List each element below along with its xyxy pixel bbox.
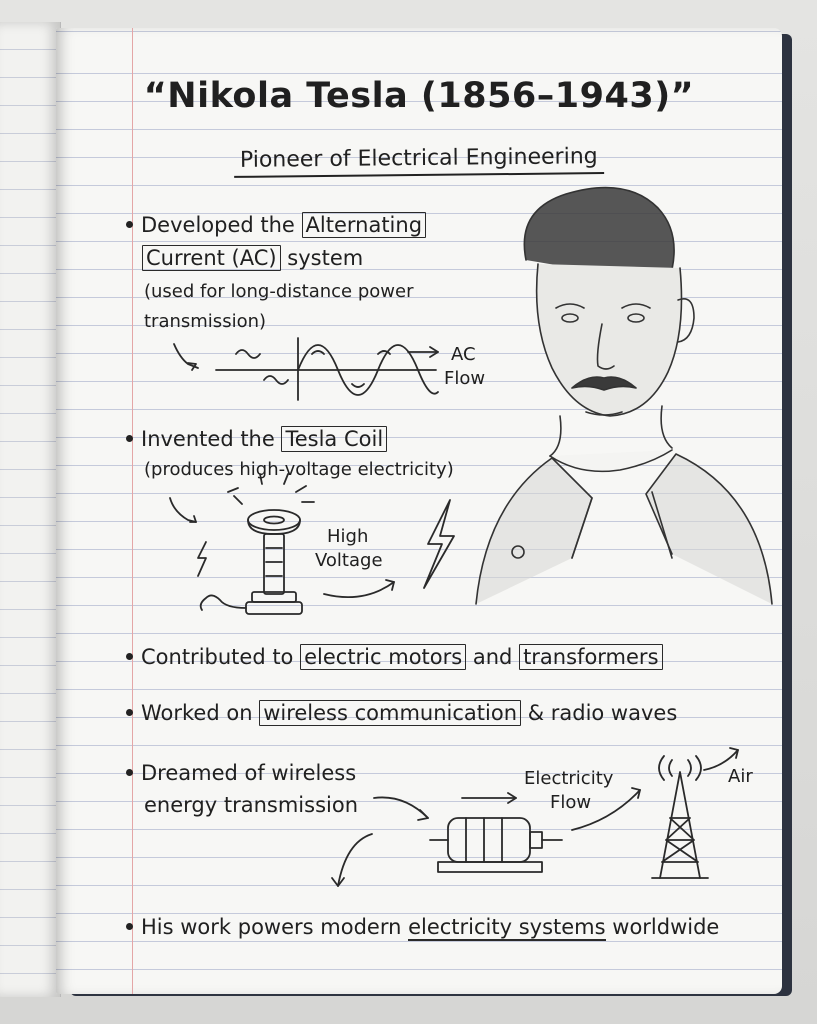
legacy-post-text: worldwide bbox=[605, 915, 720, 939]
coil-pre-text: Invented the bbox=[141, 427, 282, 451]
wireless-boxed-communication: wireless communication bbox=[259, 700, 521, 726]
ac-flow-label: Flow bbox=[444, 368, 486, 389]
legacy-underlined: electricity systems bbox=[408, 915, 606, 939]
motors-boxed-transformers: transformers bbox=[519, 644, 662, 670]
dream-electricity-label: Electricity bbox=[524, 768, 614, 789]
coil-note: (produces high-voltage electricity) bbox=[144, 459, 454, 480]
page-subtitle: Pioneer of Electrical Engineering bbox=[234, 144, 604, 178]
sketch-layer bbox=[56, 28, 782, 994]
tesla-coil-sketch bbox=[170, 474, 454, 614]
page-title: “Nikola Tesla (1856–1943)” bbox=[143, 76, 695, 116]
dream-bullet-line2: energy transmission bbox=[144, 793, 358, 817]
wireless-pre-text: Worked on bbox=[141, 701, 260, 725]
ac-boxed-current: Current (AC) bbox=[142, 245, 281, 271]
coil-voltage-label: Voltage bbox=[315, 550, 383, 571]
notebook-page bbox=[56, 28, 782, 994]
dream-air-label: Air bbox=[728, 766, 753, 787]
dream-flow-label: Flow bbox=[550, 792, 592, 813]
ac-note-line2: transmission) bbox=[144, 311, 267, 332]
generator-tower-sketch bbox=[332, 748, 738, 886]
motors-pre-text: Contributed to bbox=[141, 645, 301, 669]
motors-boxed-electric-motors: electric motors bbox=[300, 644, 466, 670]
ac-label: AC bbox=[451, 344, 476, 365]
left-notebook-page bbox=[0, 22, 61, 997]
coil-high-label: High bbox=[327, 526, 369, 547]
legacy-pre-text: His work powers modern bbox=[141, 915, 409, 939]
ac-waveform-sketch bbox=[174, 338, 438, 400]
coil-boxed-tesla-coil: Tesla Coil bbox=[281, 426, 387, 452]
ac-post-text: system bbox=[280, 246, 364, 270]
tesla-portrait-sketch bbox=[476, 188, 772, 604]
motors-mid-text: and bbox=[466, 645, 520, 669]
ac-boxed-alternating: Alternating bbox=[302, 212, 427, 238]
wireless-post-text: & radio waves bbox=[521, 701, 678, 725]
ac-note-line1: (used for long-distance power bbox=[144, 281, 414, 302]
ac-pre-text: Developed the bbox=[141, 213, 302, 237]
dream-line1: Dreamed of wireless bbox=[141, 761, 357, 785]
